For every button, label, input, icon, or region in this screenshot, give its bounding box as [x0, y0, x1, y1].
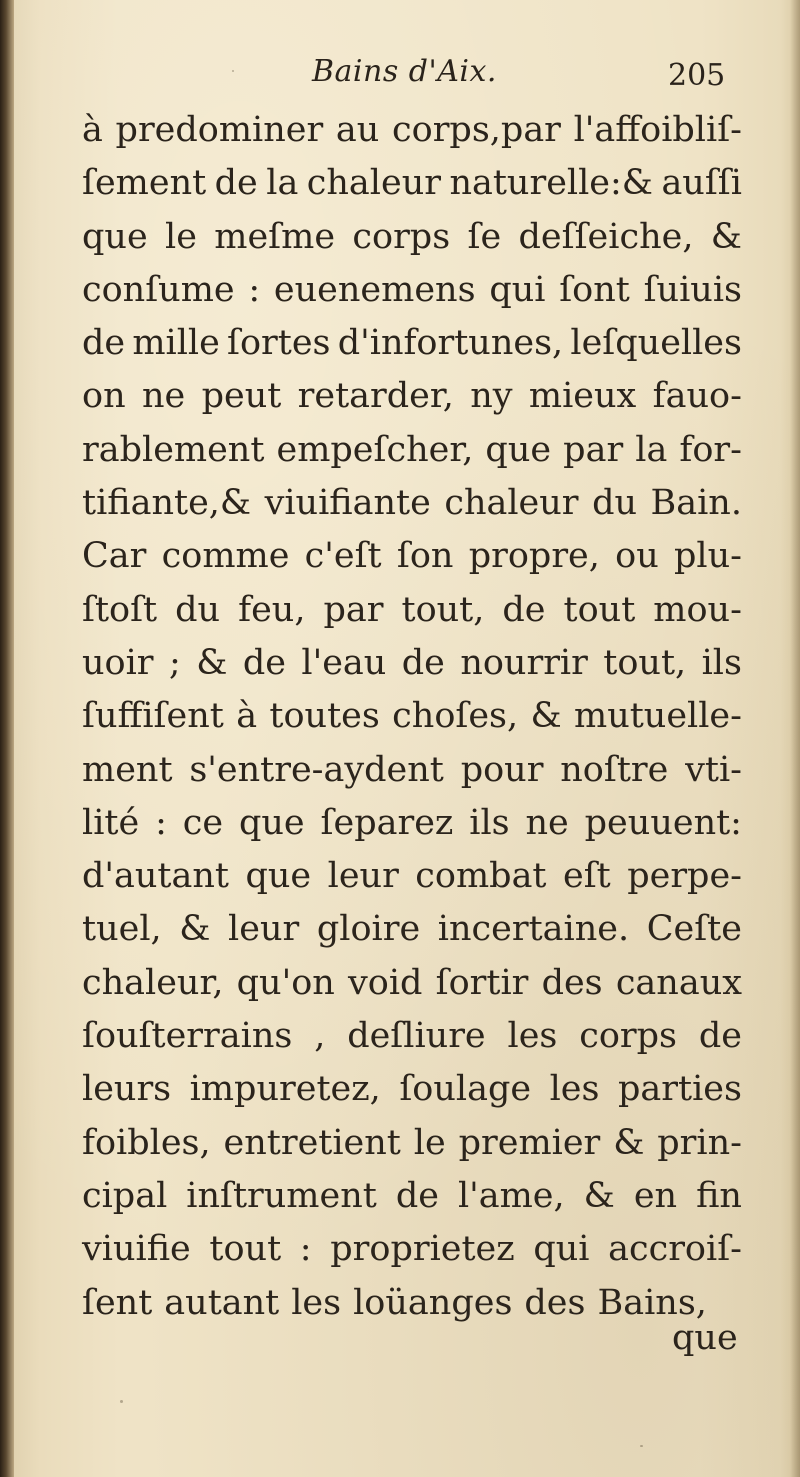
catchword: que [672, 1318, 738, 1358]
word: du [592, 483, 638, 524]
word: euenemens [273, 269, 476, 310]
word: Ceſte [646, 909, 742, 950]
word: ſortes [227, 323, 331, 364]
word: ſont [559, 269, 630, 310]
text-line [82, 797, 742, 850]
word: entretient [223, 1122, 401, 1163]
word: les [291, 1282, 342, 1323]
text-line [82, 1117, 742, 1170]
word: du [175, 589, 221, 630]
paper-speck [120, 1400, 123, 1403]
word: : [248, 269, 261, 310]
word: de [242, 642, 286, 683]
word: naturelle:& [449, 163, 653, 204]
word: noſtre [560, 749, 669, 790]
word: retarder, [297, 376, 454, 417]
word: chaleur [306, 163, 441, 204]
word: de [214, 163, 258, 204]
word: ne [525, 802, 569, 843]
word: accroiſ- [608, 1229, 742, 1270]
word: ſoulage [399, 1069, 532, 1110]
word: chaleur [444, 483, 579, 524]
word: & [530, 696, 562, 737]
text-line [82, 1010, 742, 1063]
text-line [82, 744, 742, 797]
word: de [82, 323, 126, 364]
word: tout [563, 589, 636, 630]
word: d'autant [82, 856, 229, 897]
word: que [485, 429, 552, 470]
word: canaux [615, 962, 742, 1003]
word: proprietez [330, 1229, 515, 1270]
word: tuel, [82, 909, 162, 950]
text-line [82, 424, 742, 477]
word: meſme [214, 216, 336, 257]
word: les [507, 1016, 558, 1057]
word: tout, [401, 589, 485, 630]
word: corps [579, 1016, 678, 1057]
word: , [314, 1016, 326, 1057]
word: ne [141, 376, 186, 417]
word: tout, [603, 642, 687, 683]
word: choſes, [392, 696, 519, 737]
word: ce [182, 802, 224, 843]
word: conſume [82, 269, 235, 310]
word: de [698, 1016, 742, 1057]
word: l'eau [301, 642, 387, 683]
word: nourrir [460, 642, 588, 683]
word: gloire [316, 909, 421, 950]
word: qui [533, 1229, 590, 1270]
word: Car [82, 536, 147, 577]
word: ou [615, 536, 659, 577]
word: inſtrument [186, 1175, 377, 1216]
text-line [82, 317, 742, 370]
word: que [238, 802, 305, 843]
word: que [82, 216, 148, 257]
word: ſortir [435, 962, 529, 1003]
word: feu, [238, 589, 306, 630]
word: for- [679, 429, 742, 470]
word: mutuelle- [574, 696, 742, 737]
word: mieux [528, 376, 637, 417]
word: predominer [115, 110, 324, 150]
word: : [299, 1229, 312, 1270]
word: & [583, 1175, 615, 1216]
word: viuifiante [264, 483, 431, 524]
word: uoir [82, 642, 154, 683]
word: d'infortunes, [337, 323, 564, 364]
word: Bain. [650, 483, 742, 524]
word: Bains, [597, 1282, 707, 1323]
word: ſe [467, 216, 502, 257]
word: combat [415, 856, 547, 897]
text-line [82, 957, 742, 1010]
text-line [82, 1063, 742, 1116]
word: deſſeiche, [518, 216, 694, 257]
text-line [82, 211, 742, 264]
word: ſon [396, 536, 454, 577]
word: de [401, 642, 445, 683]
word: c'eſt [304, 536, 382, 577]
word: à [82, 110, 103, 150]
word: empeſcher, [276, 429, 474, 470]
word: parties [618, 1069, 742, 1110]
word: incertaine. [437, 909, 630, 950]
word: par [323, 589, 384, 630]
text-line [82, 1170, 742, 1223]
word: rablement [82, 429, 265, 470]
text-line [82, 903, 742, 956]
word: le [165, 216, 197, 257]
word: ils [469, 802, 510, 843]
word: foibles, [82, 1122, 211, 1163]
page-gutter [0, 0, 14, 1477]
body-text [82, 104, 742, 1330]
word: premier [458, 1122, 601, 1163]
word: plu- [674, 536, 742, 577]
word: l'affoibliſ- [573, 110, 742, 150]
word: de [502, 589, 546, 630]
word: & [179, 909, 211, 950]
text-line [82, 1277, 742, 1330]
word: tifiante,& [82, 483, 252, 524]
page-header [0, 52, 800, 100]
word: prin- [657, 1122, 742, 1163]
word: loüanges [353, 1282, 513, 1323]
word: lité [82, 802, 140, 843]
word: ſeparez [320, 802, 454, 843]
word: s'entre-aydent [189, 749, 444, 790]
word: au [335, 110, 380, 150]
word: fauo- [652, 376, 742, 417]
text-line [82, 850, 742, 903]
page-number: 205 [668, 58, 726, 93]
word: deſliure [347, 1016, 486, 1057]
word: mille [132, 323, 220, 364]
word: des [524, 1282, 586, 1323]
text-line [82, 370, 742, 423]
word: la [635, 429, 668, 470]
word: ſement [82, 163, 207, 204]
word: auſſi [661, 163, 742, 204]
word: & [613, 1122, 645, 1163]
word: en [633, 1175, 678, 1216]
text-line [82, 264, 742, 317]
word: autant [164, 1282, 280, 1323]
word: tout [209, 1229, 282, 1270]
word: & [196, 642, 228, 683]
word: vti- [685, 749, 742, 790]
page-edge [790, 0, 800, 1477]
text-line [82, 584, 742, 637]
word: les [549, 1069, 600, 1110]
text-line [82, 637, 742, 690]
word: propre, [468, 536, 600, 577]
word: leur [228, 909, 300, 950]
word: ſent [82, 1282, 153, 1323]
word: par [563, 429, 624, 470]
running-title: Bains d'Aix. [312, 54, 497, 89]
word: ſuffiſent [82, 696, 224, 737]
word: pour [460, 749, 544, 790]
word: eſt [562, 856, 611, 897]
word: on [82, 376, 126, 417]
word: perpe- [627, 856, 742, 897]
word: corps,par [392, 110, 561, 150]
word: ſuiuis [643, 269, 742, 310]
word: peut [201, 376, 282, 417]
word: viuifie [82, 1229, 191, 1270]
word: ment [82, 749, 173, 790]
word: : [155, 802, 167, 843]
word: que [245, 856, 312, 897]
text-line [82, 477, 742, 530]
text-line [82, 104, 742, 157]
word: void [348, 962, 423, 1003]
word: peuuent: [584, 802, 742, 843]
word: ; [168, 642, 181, 683]
word: le [413, 1122, 446, 1163]
paper-speck [232, 70, 234, 72]
word: corps [352, 216, 451, 257]
text-line [82, 530, 742, 583]
word: qu'on [236, 962, 335, 1003]
word: leurs [82, 1069, 172, 1110]
word: fin [696, 1175, 742, 1216]
word: toutes [269, 696, 380, 737]
paper-speck [640, 1445, 643, 1447]
word: ny [470, 376, 513, 417]
text-line [82, 1223, 742, 1276]
word: leſquelles [570, 323, 742, 364]
word: à [236, 696, 258, 737]
word: ſtoſt [82, 589, 158, 630]
word: leur [327, 856, 399, 897]
word: impuretez, [189, 1069, 381, 1110]
word: ſouſterrains [82, 1016, 293, 1057]
word: de [395, 1175, 439, 1216]
word: ils [701, 642, 742, 683]
word: la [266, 163, 299, 204]
word: chaleur, [82, 962, 224, 1003]
word: cipal [82, 1175, 168, 1216]
word: mou- [653, 589, 742, 630]
word: des [541, 962, 603, 1003]
word: & [710, 216, 742, 257]
word: qui [489, 269, 546, 310]
text-line [82, 157, 742, 210]
word: l'ame, [457, 1175, 565, 1216]
text-line [82, 690, 742, 743]
word: comme [161, 536, 290, 577]
